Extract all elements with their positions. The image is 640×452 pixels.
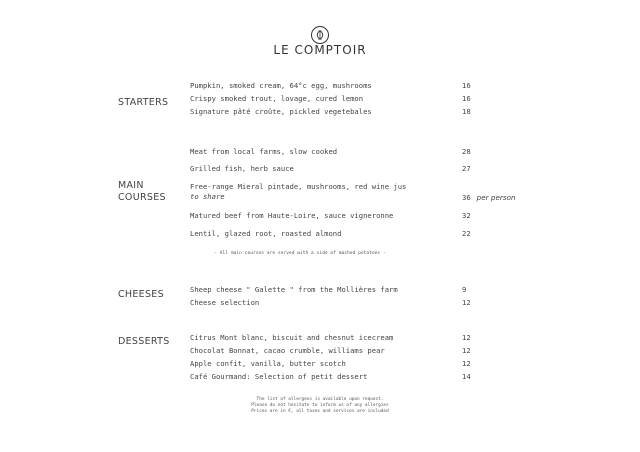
allergy-inform-note: Please do not hesitate to inform us of any allergies bbox=[251, 403, 389, 408]
menu-item-name: Crispy smoked trout, lovage, cured lemon bbox=[190, 94, 364, 103]
menu-item-price: 16 bbox=[462, 94, 471, 103]
menu-item-price: 32 bbox=[462, 211, 471, 220]
menu-item-shared bbox=[190, 182, 406, 202]
menu-item-price: 28 bbox=[462, 147, 471, 156]
menu-item-name: Free-range Mieral pintade, mushrooms, red wine jus bbox=[190, 182, 407, 191]
allergen-note: The list of allergens is available upon request. bbox=[256, 397, 384, 402]
side-dish-note: - All main courses are served with a side of mashed potatoes - bbox=[214, 251, 386, 256]
section-label-starters: STARTERS bbox=[118, 97, 169, 108]
menu-item-price: 27 bbox=[462, 164, 471, 173]
menu-item-price: 16 bbox=[462, 81, 471, 90]
menu-item-name: Café Gourmand: Selection of petit dessert bbox=[190, 372, 368, 381]
menu-item-price: 12 bbox=[462, 346, 471, 355]
menu-item-name: Grilled fish, herb sauce bbox=[190, 164, 294, 173]
price-tax-note: Prices are in €, all taxes and services are included bbox=[251, 409, 389, 414]
footer-notes bbox=[0, 397, 640, 415]
menu-item-name: Pumpkin, smoked cream, 64°c egg, mushrooms bbox=[190, 81, 372, 90]
menu-item-price-group bbox=[462, 193, 516, 203]
menu-item-price: 18 bbox=[462, 107, 471, 116]
menu-item-name: Meat from local farms, slow cooked bbox=[190, 147, 338, 156]
cc-monogram-circle-icon bbox=[310, 25, 330, 45]
menu-item-subtext: to share bbox=[190, 192, 225, 201]
section-label-line: COURSES bbox=[118, 192, 166, 203]
menu-item-name: Sheep cheese " Galette " from the Mollières farm bbox=[190, 285, 398, 294]
section-label-cheeses: CHEESES bbox=[118, 289, 164, 300]
price-note: per person bbox=[476, 193, 516, 202]
menu-item-name: Apple confit, vanilla, butter scotch bbox=[190, 359, 346, 368]
menu-item-price: 12 bbox=[462, 298, 471, 307]
restaurant-name: LE COMPTOIR bbox=[273, 43, 367, 57]
menu-item-name: Citrus Mont blanc, biscuit and chesnut icecream bbox=[190, 333, 394, 342]
menu-item-name: Chocolat Bonnat, cacao crumble, williams pear bbox=[190, 346, 385, 355]
section-label-line: MAIN bbox=[118, 180, 144, 191]
section-label-desserts: DESSERTS bbox=[118, 336, 170, 347]
menu-item-price: 12 bbox=[462, 333, 471, 342]
menu-item-name: Matured beef from Haute-Loire, sauce vigneronne bbox=[190, 211, 394, 220]
section-label-main-courses bbox=[118, 180, 166, 204]
menu-item-price: 9 bbox=[462, 285, 467, 294]
menu-item-price: 22 bbox=[462, 229, 471, 238]
menu-item-price: 14 bbox=[462, 372, 471, 381]
menu-item-price: 12 bbox=[462, 359, 471, 368]
menu-item-name: Lentil, glazed root, roasted almond bbox=[190, 229, 342, 238]
menu-item-price: 36 bbox=[462, 193, 471, 202]
menu-item-name: Signature pâté croûte, pickled vegetebales bbox=[190, 107, 372, 116]
menu-item-name: Cheese selection bbox=[190, 298, 260, 307]
